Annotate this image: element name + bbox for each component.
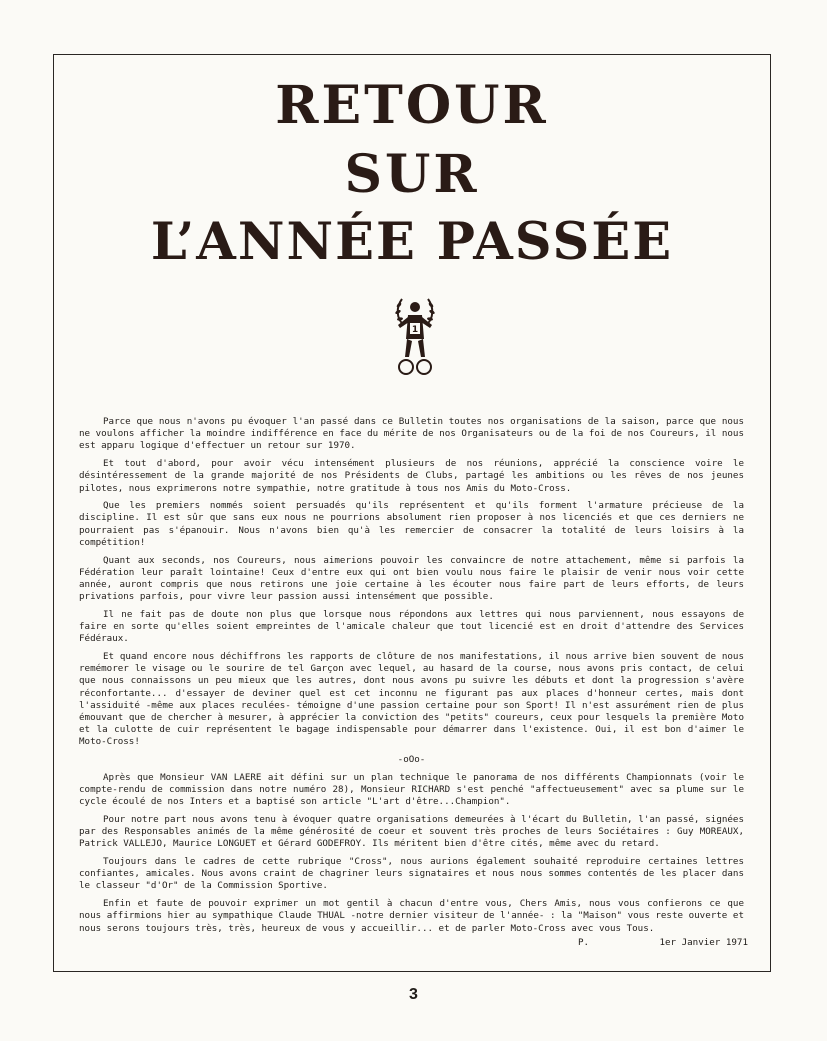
signature-line xyxy=(578,937,748,948)
signature-date: 1er Janvier 1971 xyxy=(659,937,748,948)
article-body xyxy=(79,416,744,940)
paragraph: Toujours dans le cadres de cette rubrique "Cross", nous aurions également souhaité reproduire certaines lettres confiantes, amicales. Nous avons craint de chagriner leurs signataires et nous nous sommes contentés de les placer dans le classeur "d'Or" de la Commission Sportive. xyxy=(79,856,744,892)
signature-initial: P. xyxy=(578,937,590,948)
svg-text:1: 1 xyxy=(411,325,419,335)
paragraph: Après que Monsieur VAN LAERE ait défini sur un plan technique le panorama de nos différents Championnats (voir le compte-rendu de commission dans notre numéro 28), Monsieur RICHARD s'est penché "affectueusement" avec sa plume sur le cycle écoulé de nos Inters et a baptisé son article "L'art d'être...Champion". xyxy=(79,771,744,808)
title-line-3: L’ANNÉE PASSÉE xyxy=(150,212,674,272)
paragraph: Il ne fait pas de doute non plus que lorsque nous répondons aux lettres qui nous parviennent, nous essayons de faire en sorte qu'elles soient empreintes de l'amicale chaleur que tout licencié est en droit d'attendre des Services Fédéraux. xyxy=(79,608,744,645)
paragraph: Et quand encore nous déchiffrons les rapports de clôture de nos manifestations, il nous arrive bien souvent de nous remémorer le visage ou le sourire de tel Garçon avec lequel, au hasard de la course, nous avons pris contact, de celui que nous connaissons un peu mieux que les autres, dont nous avons pu suivre les débuts et dont la progression s'avère réconfortante... d'essayer de deviner quel est cet inconnu ne figurant pas aux places d'honneur certes, mais dont l'assiduité -même aux places reculées- témoigne d'une passion certaine pour son Sport! Il n'est assurément rien de plus émouvant que de chercher à mesurer, à apprécier la conviction des "petits" coureurs, ceux pour lesquels la première Moto et la culotte de cuir représentent le bagage indispensable pour démarrer dans l'existence. Oui, il est bon d'aimer le Moto-Cross! xyxy=(79,650,744,748)
laurel-rider-emblem-icon xyxy=(390,295,440,377)
paragraph: Et tout d'abord, pour avoir vécu intensément plusieurs de nos réunions, apprécié la conscience voire le désintéressement de la grande majorité de nos Présidents de Clubs, partagé les ambitions ou les rêves de nos jeunes pilotes, nous exprimerons notre sympathie, notre gratitude à tous nos Amis du Moto-Cross. xyxy=(79,458,744,494)
section-separator: -oOo- xyxy=(397,754,426,766)
paragraph: Quant aux seconds, nos Coureurs, nous aimerions pouvoir les convaincre de notre attachement, même si parfois la Fédération leur paraît lointaine! Ceux d'entre eux qui ont bien voulu nous faire le plaisir de venir nous voir cette année, auront compris que nous retirons une joie certaine à les écouter nous faire part de leurs efforts, de leurs privations parfois, pour vivre leur passion aussi intensément que possible. xyxy=(79,554,744,603)
paragraph: Pour notre part nous avons tenu à évoquer quatre organisations demeurées à l'écart du Bulletin, l'an passé, signées par des Responsables animés de la même générosité de coeur et souvent très proches de leurs Sociétaires : Guy MOREAUX, Patrick VALLEJO, Maurice LONGUET et Gérard GODEFROY. Ils méritent bien d'être cités, même avec du retard. xyxy=(79,813,744,850)
paragraph: Parce que nous n'avons pu évoquer l'an passé dans ce Bulletin toutes nos organisations de la saison, parce que nous ne voulons afficher la moindre indifférence en face du mérite de nos Organisateurs ou de la foi de nos Coureurs, il nous est apparu logique d'effectuer un retour sur 1970. xyxy=(79,416,744,452)
title-line-2: SUR xyxy=(344,144,480,205)
title-line-1: RETOUR xyxy=(275,75,549,136)
paragraph: Enfin et faute de pouvoir exprimer un mot gentil à chacun d'entre vous, Chers Amis, nous vous confierons ce que nous affirmions hier au sympathique Claude THUAL -notre dernier visiteur de l'année- : la "Maison" vous reste ouverte et nous serons toujours très, très, heureux de vous y accueillir... et de parler Moto-Cross avec vous Tous. xyxy=(79,898,744,934)
paragraph: Que les premiers nommés soient persuadés qu'ils représentent et qu'ils forment l'armature précieuse de la discipline. Il est sûr que sans eux nous ne pourrions absolument rien proposer à nos licenciés et que ces derniers ne pourraient pas s'épanouir. Nous n'avons bien qu'à les remercier de consacrer la totalité de leurs loisirs à la compétition! xyxy=(79,500,744,548)
page-number: 3 xyxy=(409,986,418,1003)
